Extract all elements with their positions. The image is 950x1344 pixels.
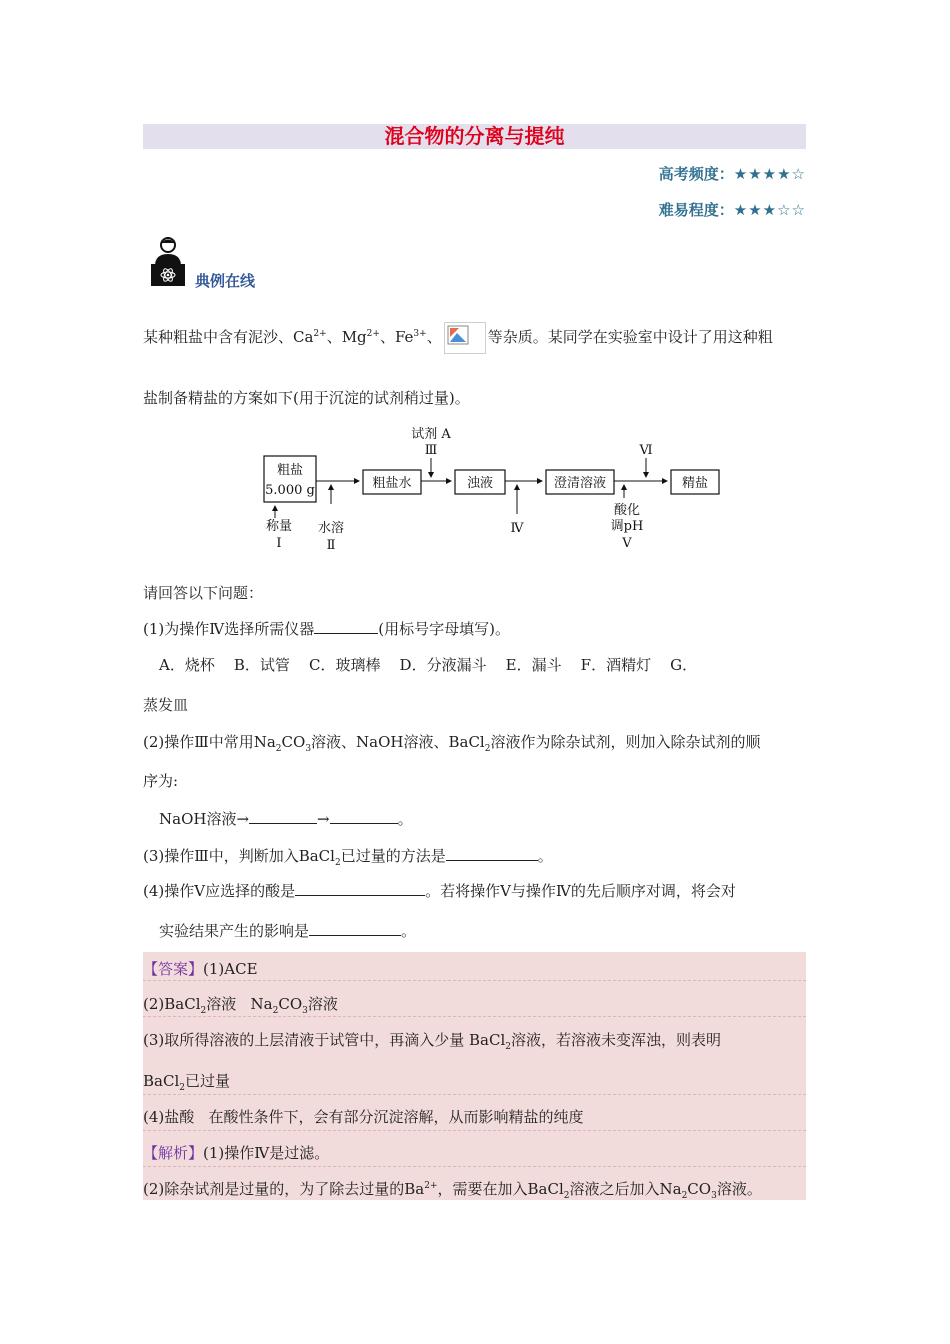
broken-image-icon	[444, 322, 486, 354]
difficulty-level	[659, 199, 806, 220]
exam-frequency	[659, 163, 806, 184]
problem-line-1: 某种粗盐中含有泥沙、$Ca^{2+}$、$Mg^{2+}$、$Fe^{3+}$、 等杂质。某同学在实验室中设计了用这种粗	[143, 322, 773, 354]
op3-label: Ⅲ	[424, 443, 438, 458]
page-title: 混合物的分离与提纯	[384, 124, 565, 148]
answer-4: (4)盐酸 在酸性条件下，会有部分沉淀溶解，从而影响精盐的纯度	[143, 1108, 584, 1126]
analysis-tag: 【解析】	[143, 1144, 204, 1162]
frequency-label: 高考频度：	[658, 165, 734, 183]
answer-blank[interactable]	[330, 823, 398, 824]
frequency-stars: ★★★★☆	[733, 165, 806, 183]
answer-2: (2)BaCl$_2$溶液 $Na_2CO_3$溶液	[143, 995, 338, 1016]
question-3: (3)操作Ⅲ中，判断加入BaCl$_2$已过量的方法是 。	[143, 847, 553, 868]
answer-blank[interactable]	[446, 860, 538, 861]
questions-intro: 请回答以下问题：	[143, 584, 264, 602]
difficulty-label: 难易程度：	[658, 201, 734, 219]
weigh-label: 称量	[265, 519, 293, 534]
clear-solution-label: 澄清溶液	[553, 476, 607, 491]
problem-line-2: 盐制备精盐的方案如下(用于沉淀的试剂稍过量)。	[143, 389, 470, 407]
mass-label: 5.000 g	[265, 483, 315, 498]
acidify-label: 酸化	[613, 503, 641, 518]
teacher-icon	[149, 236, 187, 286]
question-2: (2)操作Ⅲ中常用$Na_2CO_3$溶液、NaOH溶液、BaCl$_2$溶液作为除杂试剂，则加入除杂试剂的顺	[143, 733, 761, 754]
op6-label: Ⅵ	[639, 443, 653, 458]
question-2-order: NaOH溶液→ → 。	[159, 810, 413, 828]
op4-label: Ⅳ	[510, 521, 524, 536]
answer-blank[interactable]	[314, 633, 378, 634]
question-1-options: A．烧杯 B．试管 C．玻璃棒 D．分液漏斗 E．漏斗 F．酒精灯 G．	[159, 656, 698, 674]
analysis-2: (2)除杂试剂是过量的，为了除去过量的$Ba^{2+}$，需要在加入BaCl$_2$溶液之后加入$Na_2CO_3$溶液。	[143, 1180, 762, 1201]
answer-3-cont: BaCl$_2$已过量	[143, 1072, 230, 1093]
section-label: 典例在线	[195, 272, 256, 290]
crude-salt-label: 粗盐	[276, 463, 304, 478]
answer-blank[interactable]	[249, 823, 317, 824]
answer-1: 【答案】(1)ACE	[143, 960, 258, 978]
title-banner	[143, 124, 806, 149]
adjust-ph-label: 调pH	[610, 519, 644, 534]
pure-salt-label: 精盐	[681, 476, 709, 491]
answer-blank[interactable]	[295, 895, 425, 896]
answer-3: (3)取所得溶液的上层清液于试管中，再滴入少量 BaCl$_2$溶液，若溶液未变浑浊，则表明	[143, 1031, 722, 1052]
turbid-label: 浊液	[466, 476, 494, 491]
op5-label: V	[622, 536, 632, 551]
analysis-1: 【解析】(1)操作Ⅳ是过滤。	[143, 1144, 330, 1162]
reagent-label: 试剂 A	[411, 427, 451, 442]
answer-tag: 【答案】	[143, 960, 204, 978]
answer-blank[interactable]	[309, 935, 401, 936]
difficulty-stars: ★★★☆☆	[733, 201, 806, 219]
question-4: (4)操作Ⅴ应选择的酸是 。若将操作Ⅴ与操作Ⅳ的先后顺序对调，将会对	[143, 882, 736, 900]
question-4-cont: 实验结果产生的影响是 。	[159, 922, 417, 940]
dissolve-label: 水溶	[317, 521, 345, 536]
process-flow-diagram	[259, 424, 729, 554]
salt-water-label: 粗盐水	[372, 476, 412, 491]
question-1-options-cont: 蒸发皿	[143, 696, 189, 714]
question-1: (1)为操作Ⅳ选择所需仪器 (用标号字母填写)。	[143, 620, 510, 638]
op1-label: I	[276, 536, 282, 551]
question-2-cont: 序为:	[143, 772, 179, 790]
op2-label: Ⅱ	[326, 538, 336, 553]
